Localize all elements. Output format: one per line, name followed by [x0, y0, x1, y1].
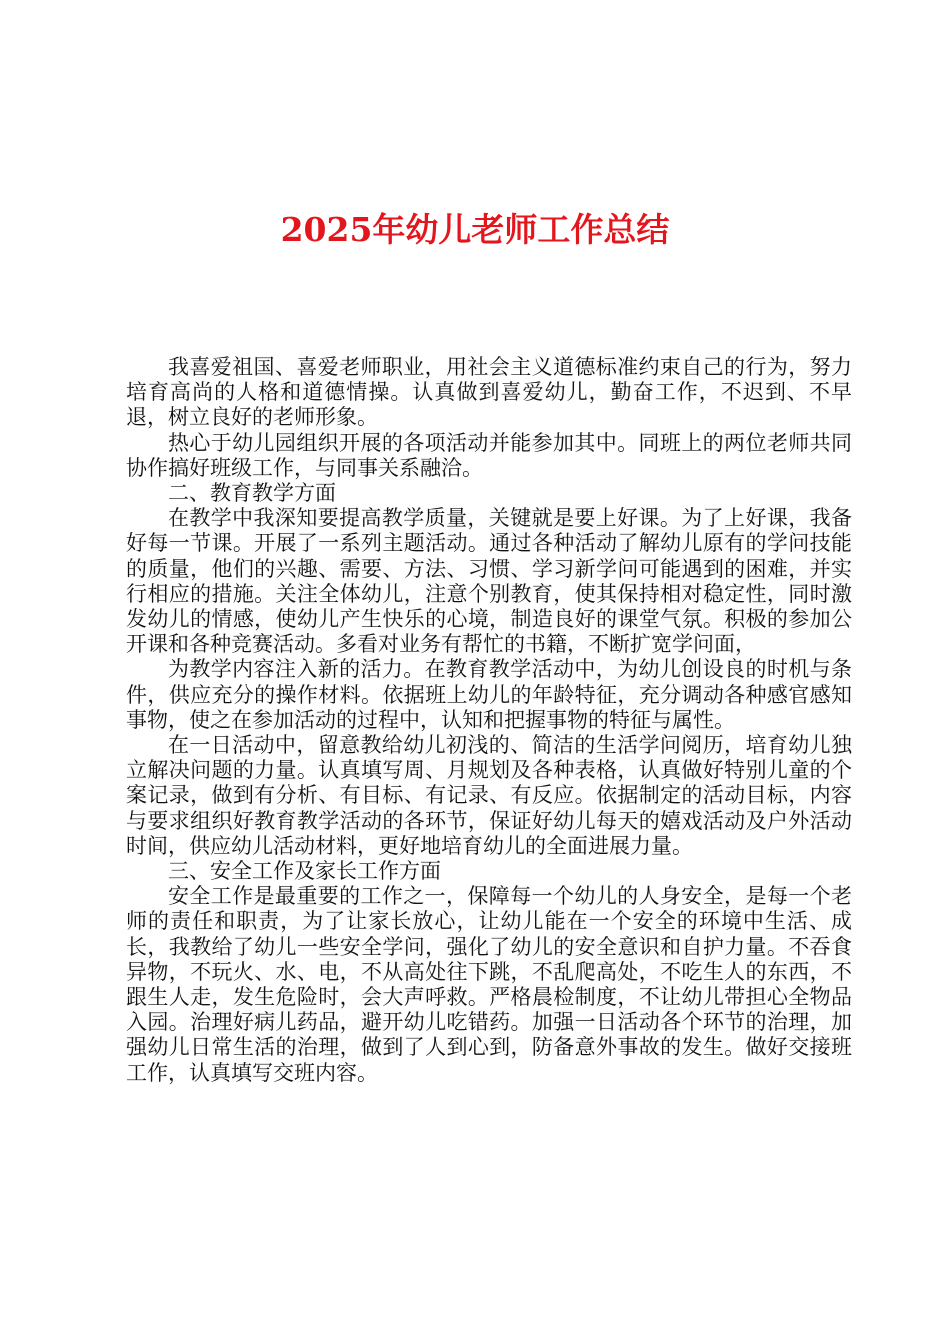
document-body [126, 355, 852, 1086]
section-heading-teaching: 二、教育教学方面 [168, 481, 336, 506]
paragraph-2: 热心于幼儿园组织开展的各项活动并能参加其中。同班上的两位老师共同协作搞好班级工作，与同事关系融洽。 [126, 430, 852, 480]
paragraph-1: 我喜爱祖国、喜爱老师职业，用社会主义道德标准约束自己的行为，努力培育高尚的人格和道德情操。认真做到喜爱幼儿，勤奋工作，不迟到、不早退，树立良好的老师形象。 [126, 355, 852, 430]
section-heading-safety: 三、安全工作及家长工作方面 [168, 859, 441, 884]
paragraph-3: 在教学中我深知要提高教学质量，关键就是要上好课。为了上好课，我备好每一节课。开展了一系列主题活动。通过各种活动了解幼儿原有的学问技能的质量，他们的兴趣、需要、方法、习惯、学习新学问可能遇到的困难，并实行相应的措施。关注全体幼儿，注意个别教育，使其保持相对稳定性，同时激发幼儿的情感，使幼儿产生快乐的心境，制造良好的课堂气氛。积极的参加公开课和各种竞赛活动。多看对业务有帮忙的书籍，不断扩宽学问面， [126, 506, 852, 657]
paragraph-4: 为教学内容注入新的活力。在教育教学活动中，为幼儿创设良的时机与条件，供应充分的操作材料。依据班上幼儿的年龄特征，充分调动各种感官感知事物，使之在参加活动的过程中，认知和把握事物的特征与属性。 [126, 657, 852, 732]
paragraph-5: 在一日活动中，留意教给幼儿初浅的、简洁的生活学问阅历，培育幼儿独立解决问题的力量。认真填写周、月规划及各种表格，认真做好特别儿童的个案记录，做到有分析、有目标、有记录、有反应。依据制定的活动目标，内容与要求组织好教育教学活动的各环节，保证好幼儿每天的嬉戏活动及户外活动时间，供应幼儿活动材料，更好地培育幼儿的全面进展力量。 [126, 733, 852, 858]
paragraph-6: 安全工作是最重要的工作之一，保障每一个幼儿的人身安全，是每一个老师的责任和职责，为了让家长放心，让幼儿能在一个安全的环境中生活、成长，我教给了幼儿一些安全学问，强化了幼儿的安全意识和自护力量。不吞食异物，不玩火、水、电，不从高处往下跳，不乱爬高处，不吃生人的东西，不跟生人走，发生危险时，会大声呼救。严格晨检制度，不让幼儿带担心全物品入园。治理好病儿药品，避开幼儿吃错药。加强一日活动各个环节的治理，加强幼儿日常生活的治理，做到了人到心到，防备意外事故的发生。做好交接班工作，认真填写交班内容。 [126, 884, 852, 1085]
document-title: 2025年幼儿老师工作总结 [280, 210, 670, 249]
